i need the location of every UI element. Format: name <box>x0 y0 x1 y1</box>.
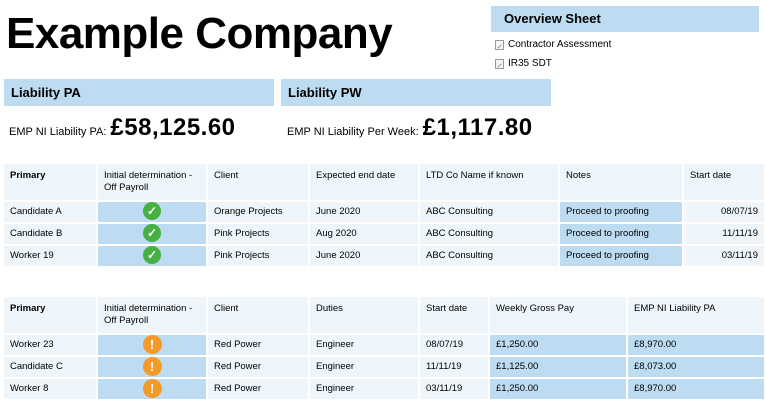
table-row[interactable] <box>4 246 764 266</box>
check-icon: ✓ <box>143 202 161 220</box>
column-header: Start date <box>420 297 488 333</box>
cell-primary: Candidate A <box>4 202 96 222</box>
cell-primary: Worker 19 <box>4 246 96 266</box>
table-row[interactable] <box>4 379 764 399</box>
cell-determination <box>98 246 206 266</box>
cell-notes: Proceed to proofing <box>560 202 682 222</box>
cell-start-date: 08/07/19 <box>420 335 488 355</box>
cell-emp-ni: £8,073.00 <box>628 357 764 377</box>
cell-determination <box>98 202 206 222</box>
liability-pa-kpi <box>9 114 236 142</box>
table-row[interactable] <box>4 335 764 355</box>
cell-ltd-co: ABC Consulting <box>420 224 558 244</box>
column-header: Client <box>208 164 308 200</box>
cell-duties: Engineer <box>310 335 418 355</box>
cell-primary: Worker 8 <box>4 379 96 399</box>
cell-emp-ni: £8,970.00 <box>628 379 764 399</box>
check-icon: ✓ <box>143 224 161 242</box>
cell-end-date: June 2020 <box>310 202 418 222</box>
overview-sheet-header: Overview Sheet <box>491 6 759 32</box>
cell-client: Pink Projects <box>208 224 308 244</box>
document-icon <box>495 59 504 69</box>
liability-pa-label: EMP NI Liability PA: <box>9 126 107 138</box>
cell-notes: Proceed to proofing <box>560 224 682 244</box>
column-header: LTD Co Name if known <box>420 164 558 200</box>
cell-client: Red Power <box>208 357 308 377</box>
company-title: Example Company <box>6 9 393 58</box>
table-header-row <box>4 297 764 333</box>
cell-determination <box>98 379 206 399</box>
warning-icon: ! <box>143 357 162 376</box>
warning-icon: ! <box>143 379 162 398</box>
liability-pw-header: Liability PW <box>281 79 551 106</box>
cell-start-date: 11/11/19 <box>684 224 764 244</box>
ir35-sdt-link[interactable] <box>495 58 552 69</box>
cell-client: Orange Projects <box>208 202 308 222</box>
table-row[interactable] <box>4 202 764 222</box>
column-header: Start date <box>684 164 764 200</box>
document-icon <box>495 40 504 50</box>
cell-client: Red Power <box>208 335 308 355</box>
check-icon: ✓ <box>143 246 161 264</box>
cell-start-date: 11/11/19 <box>420 357 488 377</box>
column-header: Initial determination - Off Payroll <box>98 164 206 200</box>
cell-emp-ni: £8,970.00 <box>628 335 764 355</box>
cell-ltd-co: ABC Consulting <box>420 246 558 266</box>
cell-start-date: 03/11/19 <box>420 379 488 399</box>
cell-end-date: June 2020 <box>310 246 418 266</box>
column-header: Notes <box>560 164 682 200</box>
column-header: Primary <box>4 164 96 200</box>
cell-weekly-gross: £1,250.00 <box>490 379 626 399</box>
cell-primary: Worker 23 <box>4 335 96 355</box>
warning-icon: ! <box>143 335 162 354</box>
liability-pa-header: Liability PA <box>4 79 274 106</box>
cell-end-date: Aug 2020 <box>310 224 418 244</box>
cell-weekly-gross: £1,250.00 <box>490 335 626 355</box>
column-header: Expected end date <box>310 164 418 200</box>
column-header: Weekly Gross Pay <box>490 297 626 333</box>
cell-start-date: 08/07/19 <box>684 202 764 222</box>
determination-table-2 <box>2 295 766 401</box>
determination-table-1 <box>2 162 766 268</box>
table-row[interactable] <box>4 357 764 377</box>
cell-determination <box>98 335 206 355</box>
cell-primary: Candidate C <box>4 357 96 377</box>
liability-pw-value: £1,117.80 <box>422 114 533 141</box>
cell-notes: Proceed to proofing <box>560 246 682 266</box>
column-header: Duties <box>310 297 418 333</box>
cell-determination <box>98 357 206 377</box>
column-header: EMP NI Liability PA <box>628 297 764 333</box>
column-header: Client <box>208 297 308 333</box>
cell-client: Red Power <box>208 379 308 399</box>
cell-weekly-gross: £1,125.00 <box>490 357 626 377</box>
cell-duties: Engineer <box>310 357 418 377</box>
liability-pw-kpi <box>287 114 533 142</box>
table-header-row <box>4 164 764 200</box>
table-row[interactable] <box>4 224 764 244</box>
cell-determination <box>98 224 206 244</box>
column-header: Initial determination - Off Payroll <box>98 297 206 333</box>
cell-ltd-co: ABC Consulting <box>420 202 558 222</box>
liability-pw-label: EMP NI Liability Per Week: <box>287 126 419 138</box>
contractor-assessment-label: Contractor Assessment <box>508 39 612 50</box>
liability-pa-value: £58,125.60 <box>110 114 236 141</box>
cell-client: Pink Projects <box>208 246 308 266</box>
contractor-assessment-link[interactable] <box>495 39 611 50</box>
cell-primary: Candidate B <box>4 224 96 244</box>
column-header: Primary <box>4 297 96 333</box>
cell-duties: Engineer <box>310 379 418 399</box>
cell-start-date: 03/11/19 <box>684 246 764 266</box>
ir35-sdt-label: IR35 SDT <box>508 58 552 69</box>
